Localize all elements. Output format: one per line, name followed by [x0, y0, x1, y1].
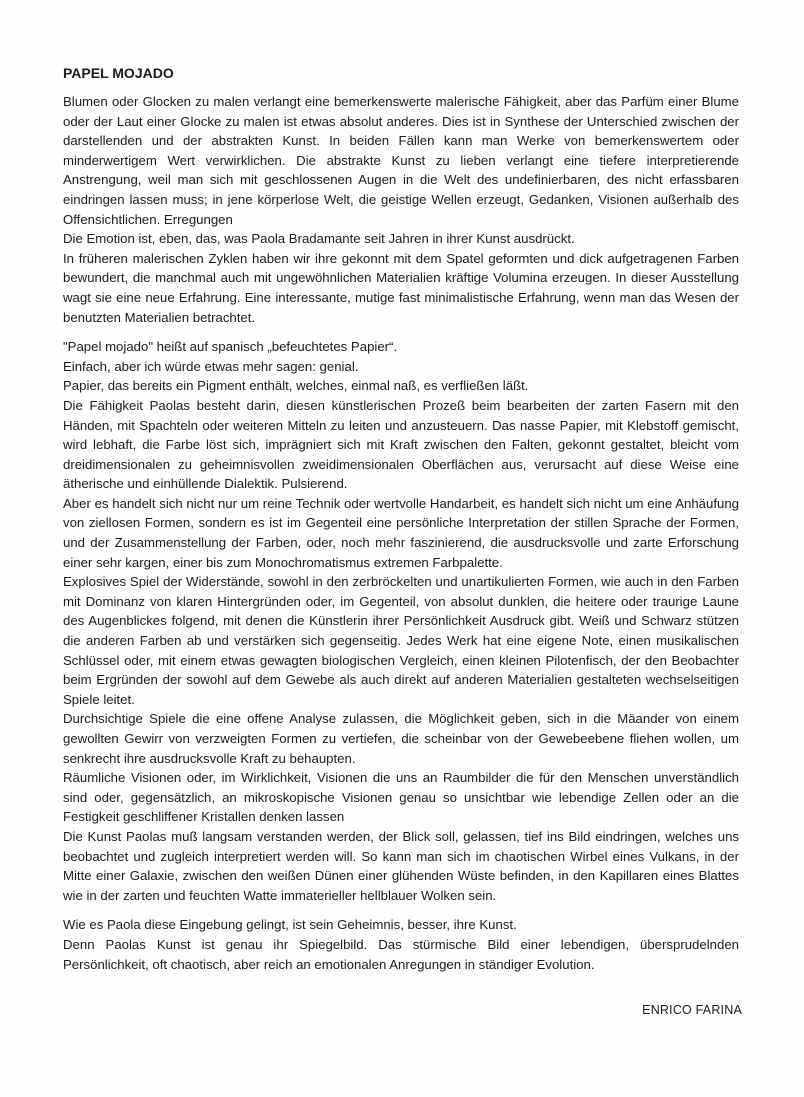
paragraph-explosive-play: Explosives Spiel der Widerstände, sowohl in den zerbröckelten und unartikulierten Formen, wie auch in den Farben mit Dominanz von klaren Hintergründen oder, im Gegenteil, von absolut dunklen, die heitere oder traurige Laune des Augenblickes folgend, mit denen die Künstlerin ihrer Persönlichkeit Ausdruck gibt. Weiß und Schwarz stützen die anderen Farben ab und verstärken sich gegenseitig. Jedes Werk hat eine eigene Note, einen musikalischen Schlüssel oder, mit einem etwas gewagten biologischen Vergleich, einen kleinen Pilotenfisch, der den Beobachter beim Ergründen der sowohl auf dem Gewebe als auch direkt auf anderen Materialien gestalteten wechselseitigen Spiele leitet.	[63, 574, 739, 707]
paragraph-understanding: Die Kunst Paolas muß langsam verstanden werden, der Blick soll, gelassen, tief ins Bild eindringen, welches uns beobachtet und zugleich interpretiert werden will. So kann man sich im chaotischen Wirbel eines Vulkans, in der Mitte einer Galaxie, zwischen den weißen Dünen einer glühenden Wüste befinden, in den Kapillaren eines Blattes wie in der zarten und feuchten Watte immaterieller hellblauer Wolken sein.	[63, 828, 739, 903]
paragraph-papel-mojado: "Papel mojado" heißt auf spanisch „befeuchtetes Papier“.	[63, 339, 398, 355]
paragraph-secret: Wie es Paola diese Eingebung gelingt, ist sein Geheimnis, besser, ihre Kunst.	[63, 917, 517, 933]
paragraph-earlier-cycles: In früheren malerischen Zyklen haben wir ihre gekonnt mit dem Spatel geformten und dick aufgetragenen Farben bewundert, die manchmal auch mit ungewöhnlichen Materialien kräftige Volumina erzeugen. In dieser Ausstellung wagt sie eine neue Erfahrung. Eine interessante, mutige fast minimalistische Erfahrung, wenn man das Wesen der benutzten Materialien betrachtet.	[63, 250, 739, 325]
paragraph-spatial-visions: Räumliche Visionen oder, im Wirklichkeit, Visionen die uns an Raumbilder die für den Menschen unverständlich sind oder, gegensätzlich, an mikroskopische Visionen genau so unsichtbar wie lebendige Zellen oder an die Festigkeit geschliffener Kristallen denken lassen	[63, 770, 739, 825]
paragraph-mirror-image: Denn Paolas Kunst ist genau ihr Spiegelbild. Das stürmische Bild einer lebendigen, übersprudelnden Persönlichkeit, oft chaotisch, aber reich an emotionalen Anregungen in ständiger Evolution.	[63, 936, 739, 972]
paragraph-pigment: Papier, das bereits ein Pigment enthält, welches, einmal naß, es verfließen läßt.	[63, 378, 529, 394]
paragraph-technique: Die Fähigkeit Paolas besteht darin, diesen künstlerischen Prozeß beim bearbeiten der zarten Fasern mit den Händen, mit Spachteln oder weiteren Mitteln zu leiten und anzusteuern. Das nasse Papier, mit Klebstoff gemischt, wird lebhaft, die Farbe löst sich, imprägniert sich mit Kraft zwischen den Falten, gekonnt gestaltet, bleicht vom dreidimensionalen zu geheimnisvollen zweidimensionalen Oberflächen aus, verursacht auf diese Weise eine ätherische und einhüllende Dialektik. Pulsierend.	[63, 397, 739, 492]
paragraph-emotion: Die Emotion ist, eben, das, was Paola Bradamante seit Jahren in ihrer Kunst ausdrückt.	[63, 231, 575, 247]
document-body	[63, 64, 739, 974]
paragraph-interpretation: Aber es handelt sich nicht nur um reine Technik oder wertvolle Handarbeit, es handelt sich nicht um eine Anhäufung von ziellosen Formen, sondern es ist im Gegenteil eine persönliche Interpretation der stillen Sprache der Formen, und der Zusammenstellung der Farben, oder, noch mehr faszinierend, die ausdrucksvolle und zarte Erforschung einer sehr kargen, einer bis zum Monochromatismus extremen Farbpalette.	[63, 495, 739, 570]
author-signature: ENRICO FARINA	[642, 1003, 742, 1017]
paragraph-transparent-play: Durchsichtige Spiele die eine offene Analyse zulassen, die Möglichkeit geben, sich in die Mäander von einem gewollten Gewirr von verzweigten Formen zu vertiefen, die scheinbar von der Gewebeebene fliehen wollen, um senkrecht ihre ausdrucksvolle Kraft zu behaupten.	[63, 711, 739, 766]
paragraph-intro: Blumen oder Glocken zu malen verlangt eine bemerkenswerte malerische Fähigkeit, aber das Parfüm einer Blume oder der Laut einer Glocke zu malen ist etwas absolut anderes. Dies ist in Synthese der Unterschied zwischen der darstellenden und der abstrakten Kunst. In beiden Fällen kann man Werke von bemerkenswertem oder minderwertigem Wert verwirklichen. Die abstrakte Kunst zu lieben verlangt eine tiefere interpretierende Anstrengung, weil man sich mit geschlossenen Augen in die Welt des undefinierbaren, des nicht erfassbaren eindringen lassen muss; in jene körperlose Welt, die geistige Wellen erzeugt, Gedanken, Visionen außerhalb des Offensichtlichen. Erregungen	[63, 94, 739, 227]
paragraph-genial: Einfach, aber ich würde etwas mehr sagen: genial.	[63, 358, 359, 374]
document-title: PAPEL MOJADO	[63, 65, 174, 81]
